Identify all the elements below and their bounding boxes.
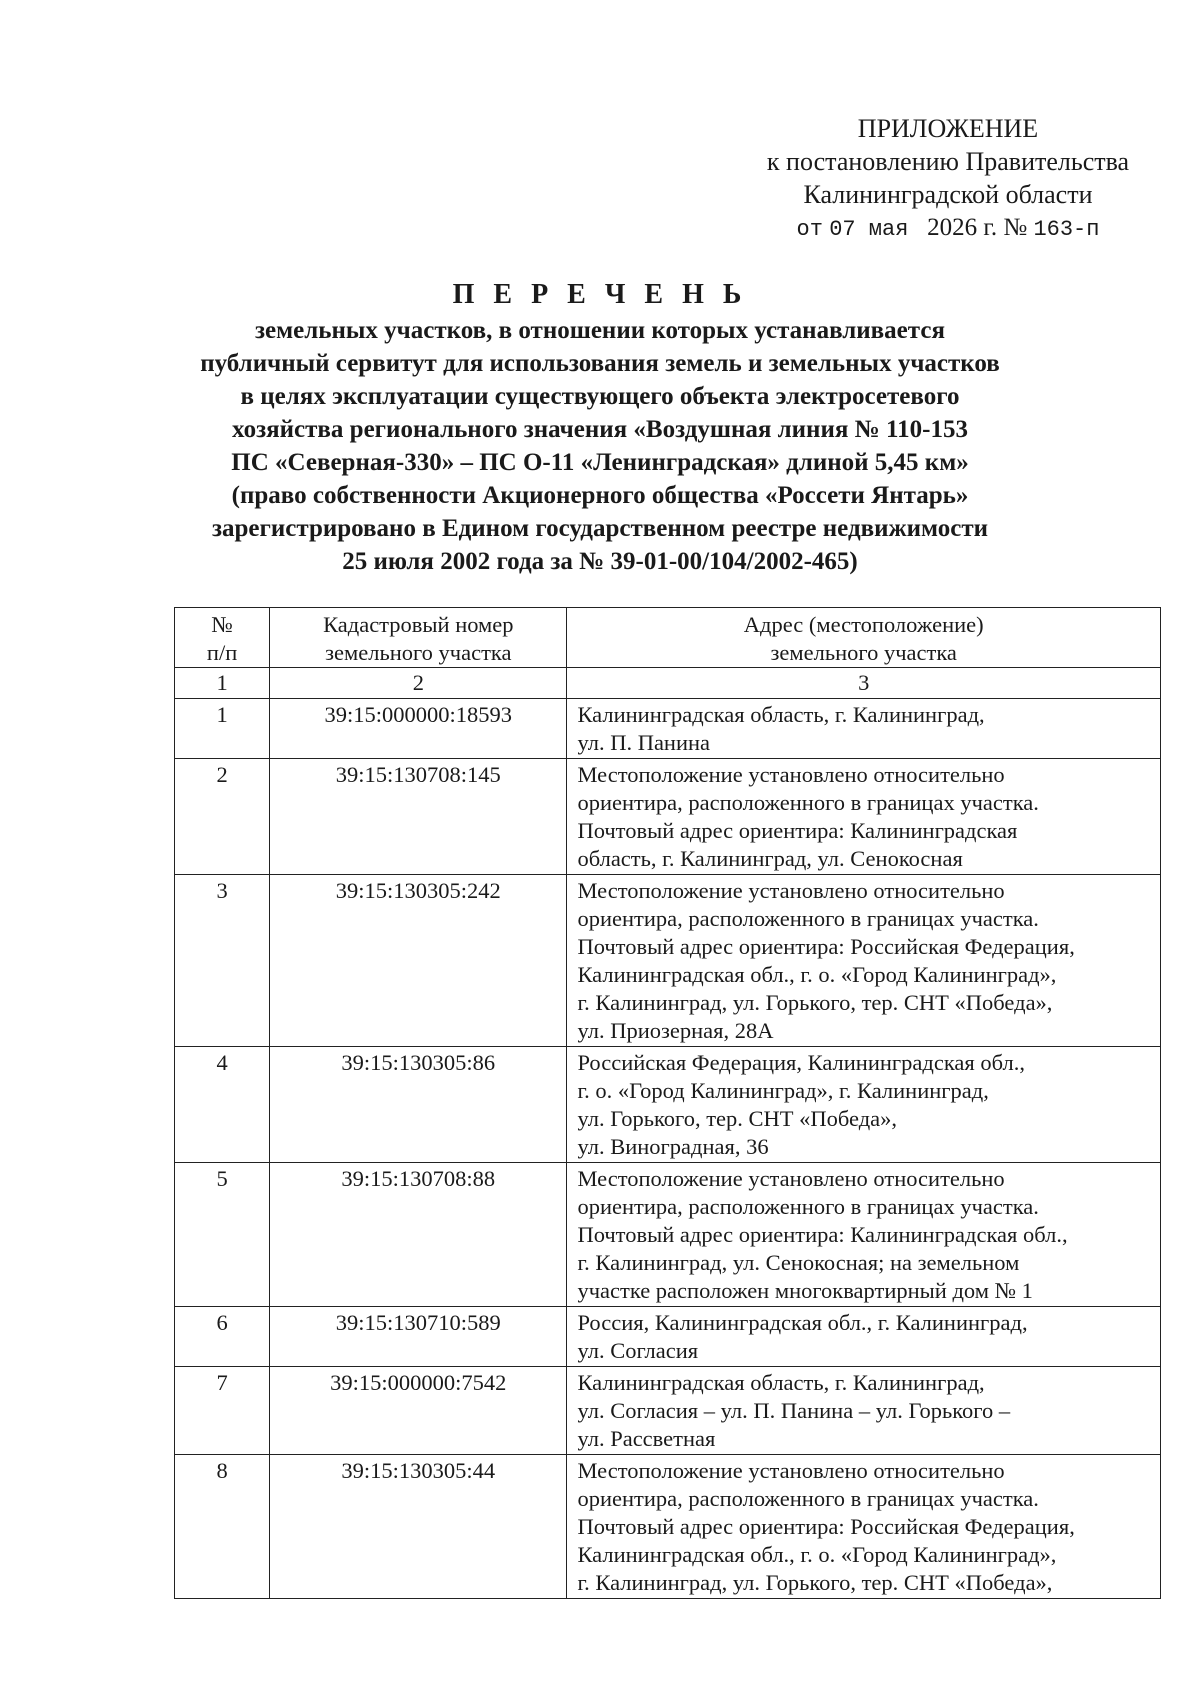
table-row	[175, 699, 1161, 759]
address-line: Калининградская область, г. Калининград,	[577, 702, 985, 727]
address-line: Местоположение установлено относительно	[577, 762, 1005, 787]
appendix-block	[748, 112, 1148, 246]
subtitle-line: (право собственности Акционерного общества «Россети Янтарь»	[231, 482, 969, 509]
address-line: Российская Федерация, Калининградская обл.,	[577, 1050, 1025, 1075]
plot-address	[567, 1163, 1161, 1307]
plot-address	[567, 1367, 1161, 1455]
table-row	[175, 1163, 1161, 1307]
address-line: область, г. Калининград, ул. Сенокосная	[577, 846, 963, 871]
cadastral-number: 39:15:000000:7542	[270, 1367, 567, 1455]
cadastral-number: 39:15:130305:86	[270, 1047, 567, 1163]
subtitle-line: 25 июля 2002 года за № 39-01-00/104/2002-465)	[342, 548, 858, 575]
cadastral-number: 39:15:130708:88	[270, 1163, 567, 1307]
table-row	[175, 875, 1161, 1047]
address-line: Почтовый адрес ориентира: Калининградская	[577, 818, 1018, 843]
address-line: ул. Виноградная, 36	[577, 1134, 769, 1159]
column-number: 1	[175, 668, 270, 699]
address-line: г. о. «Город Калининград», г. Калининград,	[577, 1078, 989, 1103]
subtitle-line: в целях эксплуатации существующего объекта электросетевого	[240, 383, 960, 410]
document-heading	[140, 278, 1060, 578]
address-line: Калининградская обл., г. о. «Город Калининград»,	[577, 1542, 1057, 1567]
plot-address	[567, 759, 1161, 875]
address-line: Россия, Калининградская обл., г. Калининград,	[577, 1310, 1028, 1335]
address-line: Калининградская область, г. Калининград,	[577, 1370, 985, 1395]
address-line: Почтовый адрес ориентира: Российская Федерация,	[577, 934, 1075, 959]
table-row	[175, 1307, 1161, 1367]
table-row	[175, 1367, 1161, 1455]
row-number: 8	[175, 1455, 270, 1599]
address-line: ориентира, расположенного в границах участка.	[577, 790, 1039, 815]
row-number: 4	[175, 1047, 270, 1163]
appendix-line-2: Калининградской области	[803, 180, 1093, 209]
cadastral-number: 39:15:130710:589	[270, 1307, 567, 1367]
cadastral-number: 39:15:000000:18593	[270, 699, 567, 759]
subtitle-line: ПС «Северная-330» – ПС О-11 «Ленинградская» длиной 5,45 км»	[231, 449, 969, 476]
plot-address	[567, 1455, 1161, 1599]
row-number: 1	[175, 699, 270, 759]
appendix-title: ПРИЛОЖЕНИЕ	[857, 114, 1039, 143]
address-line: ул. Согласия	[577, 1338, 699, 1363]
date-prefix: от	[796, 217, 823, 242]
plot-address	[567, 875, 1161, 1047]
subtitle-line: хозяйства регионального значения «Воздушная линия № 110-153	[232, 416, 968, 443]
table-row	[175, 759, 1161, 875]
document-title: П Е Р Е Ч Е Н Ь	[452, 279, 748, 310]
table-row	[175, 1047, 1161, 1163]
row-number: 6	[175, 1307, 270, 1367]
table-row	[175, 1455, 1161, 1599]
address-line: ул. Согласия – ул. П. Панина – ул. Горького –	[577, 1398, 1011, 1423]
cadastral-number: 39:15:130305:242	[270, 875, 567, 1047]
address-line: ул. П. Панина	[577, 730, 711, 755]
address-line: ориентира, расположенного в границах участка.	[577, 1194, 1039, 1219]
header-cadastral: Кадастровый номер земельного участка	[270, 608, 567, 668]
header-number: № п/п	[175, 608, 270, 668]
row-number: 2	[175, 759, 270, 875]
row-number: 3	[175, 875, 270, 1047]
date-year: 2026 г. №	[927, 214, 1028, 241]
address-line: Калининградская обл., г. о. «Город Калининград»,	[577, 962, 1057, 987]
address-line: ориентира, расположенного в границах участка.	[577, 906, 1039, 931]
plot-address	[567, 1307, 1161, 1367]
address-line: Местоположение установлено относительно	[577, 1166, 1005, 1191]
plot-address	[567, 1047, 1161, 1163]
cadastral-number: 39:15:130708:145	[270, 759, 567, 875]
cadastral-number: 39:15:130305:44	[270, 1455, 567, 1599]
header-address: Адрес (местоположение) земельного участка	[567, 608, 1161, 668]
appendix-date-line	[748, 211, 1148, 246]
address-line: г. Калининград, ул. Сенокосная; на земельном	[577, 1250, 1020, 1275]
address-line: ул. Горького, тер. СНТ «Победа»,	[577, 1106, 898, 1131]
address-line: г. Калининград, ул. Горького, тер. СНТ «Победа»,	[577, 990, 1053, 1015]
row-number: 7	[175, 1367, 270, 1455]
address-line: г. Калининград, ул. Горького, тер. СНТ «Победа»,	[577, 1570, 1053, 1595]
land-plots-table	[174, 607, 1161, 1599]
decree-number: 163-п	[1033, 217, 1100, 242]
appendix-line-1: к постановлению Правительства	[766, 147, 1130, 176]
table-header-row	[175, 608, 1161, 668]
document-subtitle	[140, 314, 1060, 578]
address-line: ул. Приозерная, 28А	[577, 1018, 774, 1043]
row-number: 5	[175, 1163, 270, 1307]
address-line: Местоположение установлено относительно	[577, 1458, 1005, 1483]
column-number: 2	[270, 668, 567, 699]
address-line: Местоположение установлено относительно	[577, 878, 1005, 903]
plot-address	[567, 699, 1161, 759]
subtitle-line: зарегистрировано в Едином государственном реестре недвижимости	[211, 515, 989, 542]
subtitle-line: публичный сервитут для использования земель и земельных участков	[200, 350, 1000, 377]
address-line: ул. Рассветная	[577, 1426, 716, 1451]
subtitle-line: земельных участков, в отношении которых устанавливается	[255, 317, 945, 344]
column-numbers-row	[175, 668, 1161, 699]
address-line: Почтовый адрес ориентира: Российская Федерация,	[577, 1514, 1075, 1539]
address-line: участке расположен многоквартирный дом № 1	[577, 1278, 1033, 1303]
column-number: 3	[567, 668, 1161, 699]
address-line: Почтовый адрес ориентира: Калининградская обл.,	[577, 1222, 1068, 1247]
date-value: 07 мая	[829, 217, 909, 242]
address-line: ориентира, расположенного в границах участка.	[577, 1486, 1039, 1511]
